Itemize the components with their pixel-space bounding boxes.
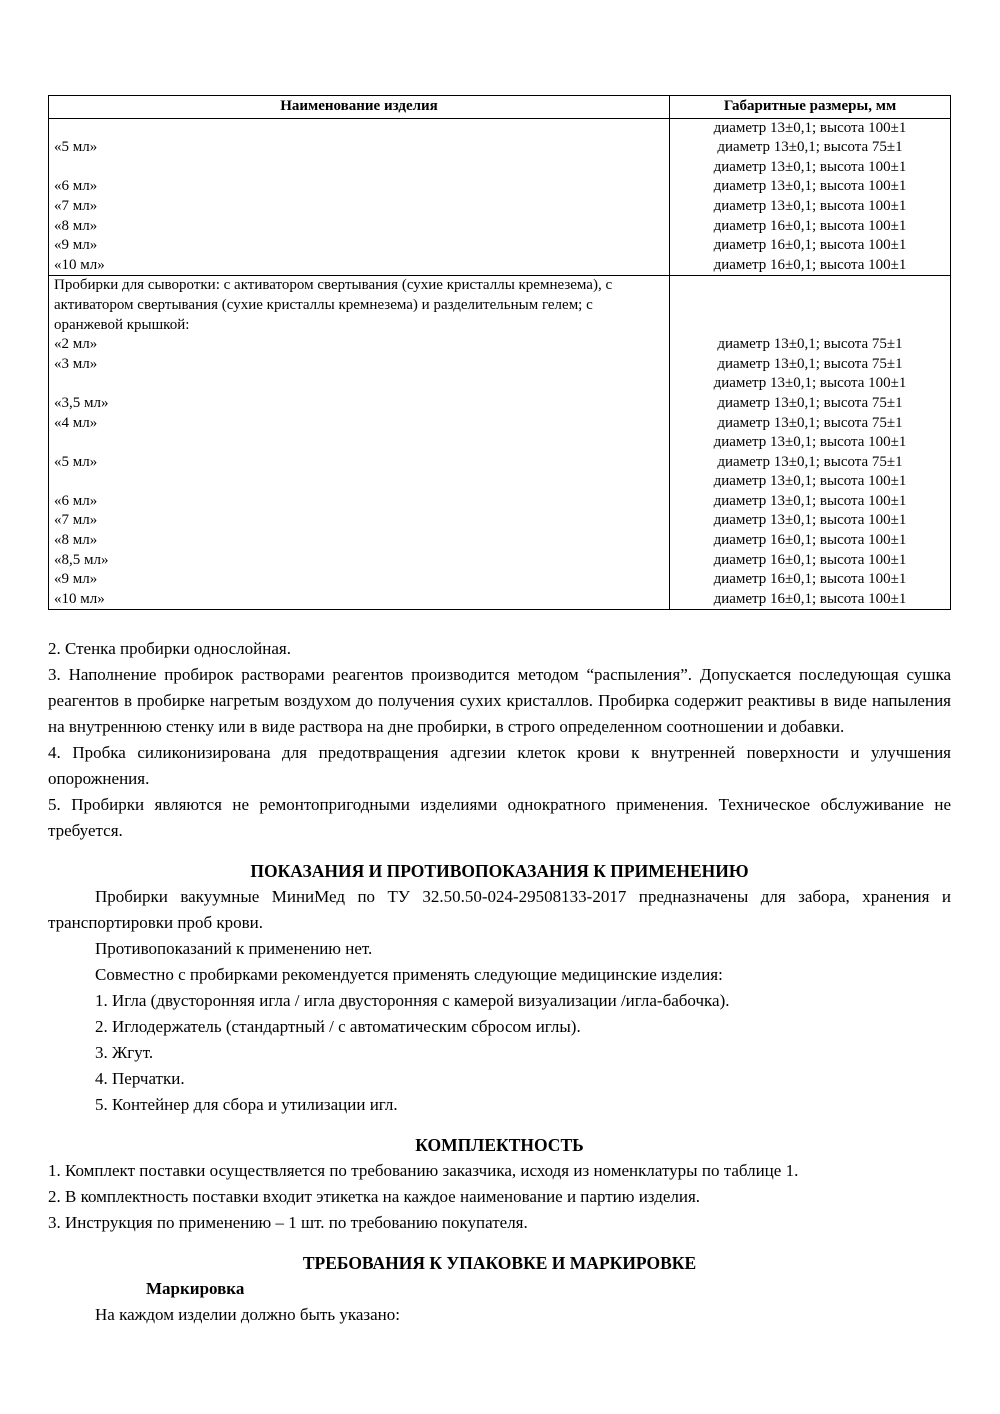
product-name-cell: «7 мл» <box>54 197 98 214</box>
dimensions-cell: диаметр 16±0,1; высота 100±1 <box>669 551 950 571</box>
table-row <box>49 197 950 217</box>
product-name-cell: «10 мл» <box>54 590 105 607</box>
product-name-cell: «3 мл» <box>54 355 98 372</box>
subheading-marking: Маркировка <box>146 1279 245 1299</box>
table-row <box>49 158 950 178</box>
table-row <box>49 256 950 276</box>
product-name-cell: «8 мл» <box>54 217 98 234</box>
product-dimensions-table <box>48 95 951 610</box>
product-name-cell <box>49 374 669 394</box>
product-name-cell: «3,5 мл» <box>54 394 109 411</box>
paragraph-recommended-devices: Совместно с пробирками рекомендуется применять следующие медицинские изделия: <box>95 965 723 985</box>
product-name-cell: «2 мл» <box>54 336 98 353</box>
paragraph-no-contraindications: Противопоказаний к применению нет. <box>95 939 373 959</box>
table-row <box>49 492 950 512</box>
product-name-cell: «4 мл» <box>54 414 98 431</box>
table-row <box>49 551 950 571</box>
product-name-cell: «7 мл» <box>54 512 98 529</box>
section-heading-packaging: ТРЕБОВАНИЯ К УПАКОВКЕ И МАРКИРОВКЕ <box>302 1253 697 1274</box>
dimensions-cell: диаметр 13±0,1; высота 75±1 <box>669 414 950 434</box>
dimensions-cell: диаметр 13±0,1; высота 100±1 <box>669 177 950 197</box>
product-name-cell: «5 мл» <box>54 139 98 156</box>
paragraph-instruction-copy: 3. Инструкция по применению – 1 шт. по требованию покупателя. <box>48 1213 528 1233</box>
dimensions-cell: диаметр 13±0,1; высота 100±1 <box>669 158 950 178</box>
paragraph-single-use: 5. Пробирки являются не ремонтопригодными изделиями однократного применения. Техническое обслуживание не требуется. <box>48 795 951 841</box>
dimensions-cell: диаметр 16±0,1; высота 100±1 <box>669 570 950 590</box>
table-header-row <box>49 96 950 119</box>
dimensions-cell: диаметр 13±0,1; высота 100±1 <box>669 433 950 453</box>
product-name-cell: «10 мл» <box>54 256 105 273</box>
table-row <box>49 138 950 158</box>
list-item-tourniquet: 3. Жгут. <box>95 1043 154 1063</box>
section-heading-indications: ПОКАЗАНИЯ И ПРОТИВОПОКАЗАНИЯ К ПРИМЕНЕНИЮ <box>250 861 749 882</box>
table-row <box>49 374 950 394</box>
paragraph-tube-wall: 2. Стенка пробирки однослойная. <box>48 639 291 659</box>
dimensions-cell: диаметр 13±0,1; высота 75±1 <box>669 453 950 473</box>
table-row <box>49 236 950 256</box>
paragraph-label-included: 2. В комплектность поставки входит этикетка на каждое наименование и партию изделия. <box>48 1187 701 1207</box>
dimensions-cell <box>669 276 950 335</box>
column-header-product-name: Наименование изделия <box>280 98 438 114</box>
table-row <box>49 355 950 375</box>
product-name-cell: «8,5 мл» <box>54 551 109 568</box>
dimensions-cell: диаметр 13±0,1; высота 100±1 <box>669 511 950 531</box>
table-row <box>49 511 950 531</box>
table-section-intro-row <box>49 275 950 335</box>
section-heading-completeness: КОМПЛЕКТНОСТЬ <box>415 1135 584 1156</box>
list-item-gloves: 4. Перчатки. <box>95 1069 185 1089</box>
table-row <box>49 414 950 434</box>
table-section-intro: Пробирки для сыворотки: с активатором свертывания (сухие кристаллы кремнезема), с активатором свертывания (сухие кристаллы кремнезема) и разделительным гелем; с оранжевой крышкой: <box>54 277 613 333</box>
table-row <box>49 335 950 355</box>
dimensions-cell: диаметр 13±0,1; высота 100±1 <box>669 492 950 512</box>
product-name-cell: «6 мл» <box>54 178 98 195</box>
paragraph-reagent-filling: 3. Наполнение пробирок растворами реагентов производится методом “распыления”. Допускается последующая сушка реагентов в пробирке нагретым воздухом до получения сухих кристаллов. Пробирка содержит реактивы в виде напыления на внутреннюю стенку или в виде раствора на дне пробирки, в строго определенном соотношении и добавки. <box>48 665 951 737</box>
table-row <box>49 531 950 551</box>
table-row <box>49 453 950 473</box>
product-name-cell <box>49 158 669 178</box>
product-name-cell: «9 мл» <box>54 237 98 254</box>
table-row <box>49 570 950 590</box>
paragraph-delivery-set: 1. Комплект поставки осуществляется по требованию заказчика, исходя из номенклатуры по таблице 1. <box>48 1161 799 1181</box>
table-row <box>49 217 950 237</box>
column-header-dimensions: Габаритные размеры, мм <box>669 96 950 118</box>
product-name-cell <box>49 472 669 492</box>
paragraph-marking-requirements: На каждом изделии должно быть указано: <box>95 1305 400 1325</box>
dimensions-cell: диаметр 16±0,1; высота 100±1 <box>669 531 950 551</box>
document-body <box>48 636 951 1328</box>
dimensions-cell: диаметр 13±0,1; высота 100±1 <box>669 472 950 492</box>
paragraph-stopper-silicone: 4. Пробка силиконизирована для предотвращения адгезии клеток крови к внутренней поверхности и улучшения опорожнения. <box>48 743 951 789</box>
dimensions-cell: диаметр 13±0,1; высота 100±1 <box>669 374 950 394</box>
paragraph-intended-use: Пробирки вакуумные МиниМед по ТУ 32.50.50-024-29508133-2017 предназначены для забора, хранения и транспортировки проб крови. <box>48 887 951 933</box>
dimensions-cell: диаметр 13±0,1; высота 100±1 <box>669 119 950 139</box>
dimensions-cell: диаметр 13±0,1; высота 75±1 <box>669 335 950 355</box>
product-name-cell: «8 мл» <box>54 532 98 549</box>
product-name-cell <box>49 119 669 139</box>
dimensions-cell: диаметр 13±0,1; высота 75±1 <box>669 355 950 375</box>
dimensions-cell: диаметр 16±0,1; высота 100±1 <box>669 217 950 237</box>
product-name-cell: «9 мл» <box>54 571 98 588</box>
table-row <box>49 119 950 139</box>
list-item-needle: 1. Игла (двусторонняя игла / игла двусторонняя с камерой визуализации /игла-бабочка). <box>95 991 730 1011</box>
table-row <box>49 433 950 453</box>
product-name-cell: «5 мл» <box>54 453 98 470</box>
table-row <box>49 177 950 197</box>
list-item-sharps-container: 5. Контейнер для сбора и утилизации игл. <box>95 1095 398 1115</box>
dimensions-cell: диаметр 16±0,1; высота 100±1 <box>669 256 950 276</box>
dimensions-cell: диаметр 16±0,1; высота 100±1 <box>669 236 950 256</box>
product-name-cell: «6 мл» <box>54 492 98 509</box>
dimensions-cell: диаметр 13±0,1; высота 75±1 <box>669 394 950 414</box>
table-row <box>49 472 950 492</box>
product-name-cell <box>49 433 669 453</box>
dimensions-cell: диаметр 13±0,1; высота 75±1 <box>669 138 950 158</box>
table-row <box>49 394 950 414</box>
dimensions-cell: диаметр 16±0,1; высота 100±1 <box>669 590 950 610</box>
table-row <box>49 590 950 610</box>
list-item-holder: 2. Иглодержатель (стандартный / с автоматическим сбросом иглы). <box>95 1017 581 1037</box>
dimensions-cell: диаметр 13±0,1; высота 100±1 <box>669 197 950 217</box>
